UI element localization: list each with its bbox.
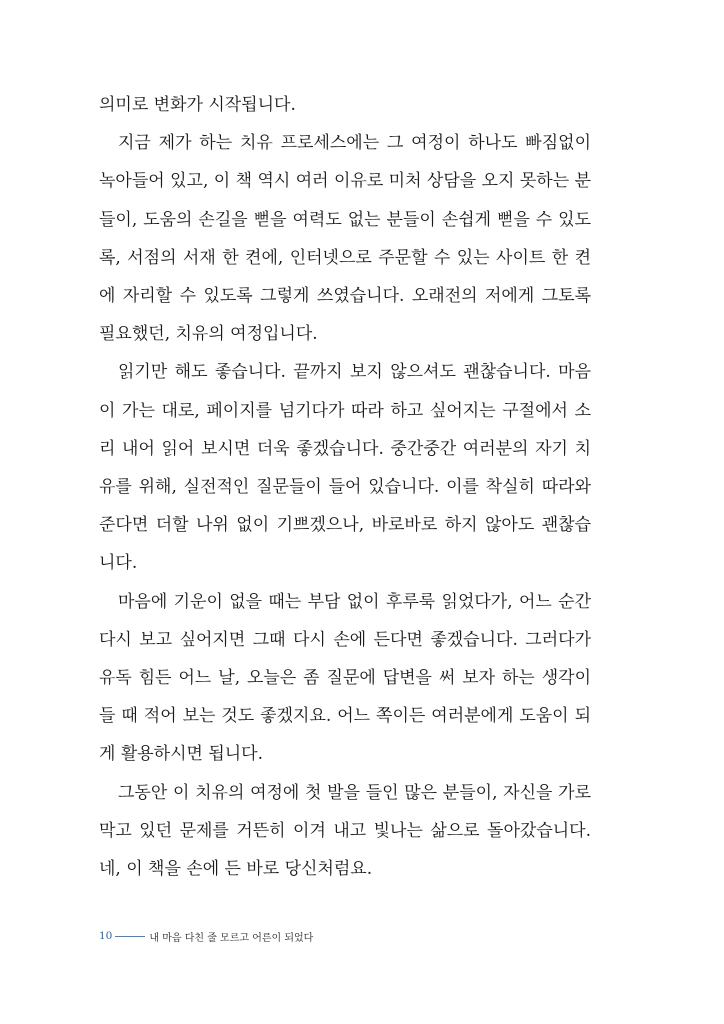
footer-divider <box>115 936 145 937</box>
running-title: 내 마음 다친 줄 모르고 어른이 되었다 <box>149 932 314 944</box>
paragraph-usage: 마음에 기운이 없을 때는 부담 없이 후루룩 읽었다가, 어느 순간 다시 보고 싶어지면 그때 다시 손에 든다면 좋겠습니다. 그러다가 유독 힘든 어느 날, 오늘은 좀 질문에 답변을 써 보자 하는 생각이 들 때 적어 보는 것도 좋겠지요. 어느 쪽이든 여러분에게 도움이 되게 활용하시면 됩니다. <box>99 591 591 765</box>
page-footer <box>99 928 313 944</box>
page-number: 10 <box>99 930 113 942</box>
paragraph-closing: 그동안 이 치유의 여정에 첫 발을 들인 많은 분들이, 자신을 가로막고 있던 문제를 거뜬히 이겨 내고 빛나는 삶으로 돌아갔습니다. 네, 이 책을 손에 든 바로 당신처럼요. <box>99 782 591 880</box>
body-text <box>99 86 591 888</box>
paragraph-healing-process: 지금 제가 하는 치유 프로세스에는 그 여정이 하나도 빠짐없이 녹아들어 있고, 이 책 역시 여러 이유로 미처 상담을 오지 못하는 분들이, 도움의 손길을 뻗을 여력도 없는 분들이 손쉽게 뻗을 수 있도록, 서점의 서재 한 켠에, 인터넷으로 주문할 수 있는 사이트 한 켠에 자리할 수 있도록 그렇게 쓰였습니다. 오래전의 저에게 그토록 필요했던, 치유의 여정입니다. <box>99 133 591 345</box>
paragraph-reading-guide: 읽기만 해도 좋습니다. 끝까지 보지 않으셔도 괜찮습니다. 마음이 가는 대로, 페이지를 넘기다가 따라 하고 싶어지는 구절에서 소리 내어 읽어 보시면 더욱 좋겠습니다. 중간중간 여러분의 자기 치유를 위해, 실전적인 질문들이 들어 있습니다. 이를 착실히 따라와 준다면 더할 나위 없이 기쁘겠으나, 바로바로 하지 않아도 괜찮습니다. <box>99 362 591 574</box>
paragraph-continuation: 의미로 변화가 시작됩니다. <box>99 95 296 115</box>
